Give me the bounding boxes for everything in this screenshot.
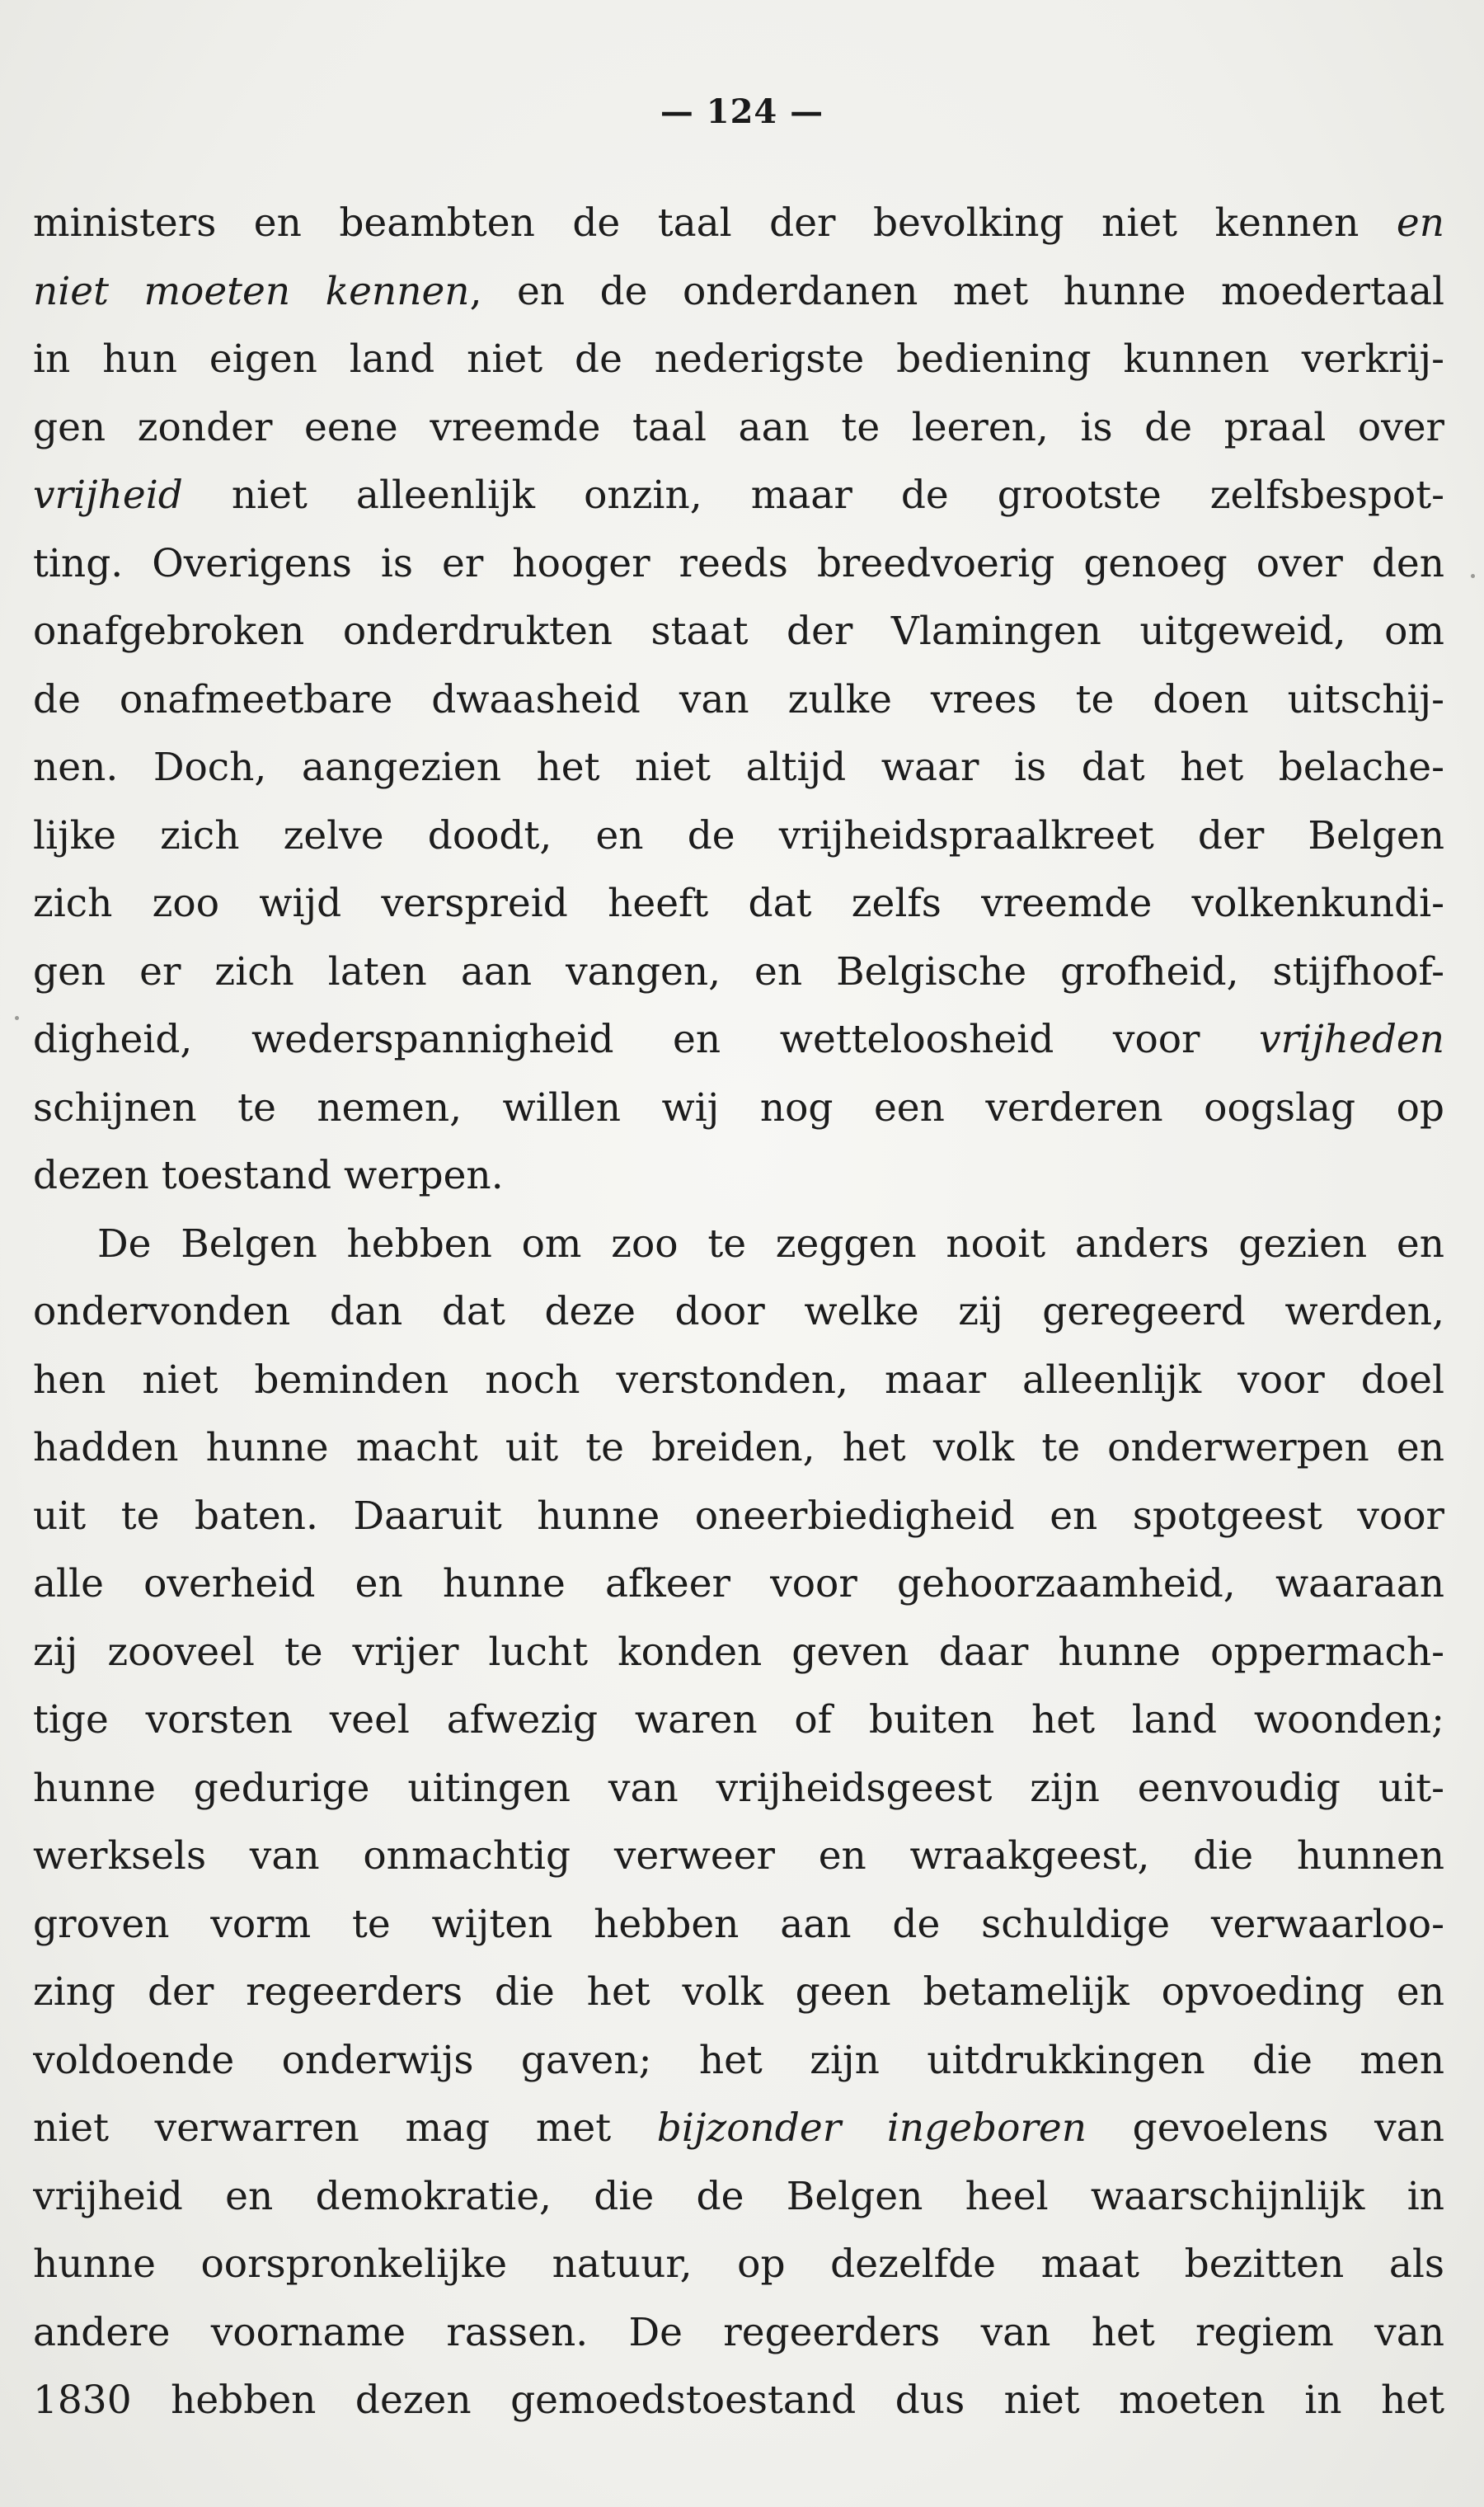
text-line (33, 1075, 1444, 1143)
text-line (33, 1006, 1444, 1075)
text-line (33, 2163, 1444, 2232)
text-segment: niet verwarren mag met (33, 2105, 657, 2151)
text-line (33, 1823, 1444, 1891)
text-line (33, 1483, 1444, 1551)
italic-text: niet moeten kennen (33, 268, 470, 314)
text-line (33, 258, 1444, 327)
text-segment: onafgebroken onderdrukten staat der Vlamingen uitgeweid, om (33, 609, 1444, 654)
text-line (33, 326, 1444, 394)
paper-speck (15, 1016, 19, 1020)
text-segment: ondervonden dan dat deze door welke zij geregeerd werden, (33, 1289, 1444, 1334)
text-segment: hen niet beminden noch verstonden, maar alleenlijk voor doel (33, 1357, 1444, 1403)
text-line (33, 1891, 1444, 1959)
text-line (33, 394, 1444, 463)
paper-speck (1471, 574, 1475, 578)
page-number: — 124 — (660, 92, 824, 131)
text-segment: ting. Overigens is er hooger reeds breedvoerig genoeg over den (33, 540, 1444, 586)
text-line (33, 1686, 1444, 1755)
text-line (33, 938, 1444, 1007)
italic-text: vrijheden (1259, 1017, 1444, 1062)
text-line (33, 734, 1444, 802)
text-line (33, 870, 1444, 938)
text-line (33, 1347, 1444, 1415)
italic-text: bijzonder ingeboren (656, 2105, 1087, 2151)
text-segment: voldoende onderwijs gaven; het zijn uitdrukkingen die men (33, 2037, 1444, 2083)
text-segment: gen zonder eene vreemde taal aan te leeren, is de praal over (33, 404, 1444, 450)
text-segment: digheid, wederspannigheid en wetteloosheid voor (33, 1017, 1260, 1062)
text-segment: schijnen te nemen, willen wij nog een verderen oogslag op (33, 1084, 1444, 1131)
text-segment: lijke zich zelve doodt, en de vrijheidspraalkreet der Belgen (33, 812, 1444, 858)
text-segment: werksels van onmachtig verweer en wraakgeest, die hunnen (33, 1833, 1444, 1879)
body-text (33, 190, 1444, 2435)
text-segment: hunne oorspronkelijke natuur, op dezelfde maat bezitten als (33, 2241, 1444, 2287)
text-line (33, 2095, 1444, 2163)
text-segment: dezen toestand werpen. (33, 1153, 504, 1198)
text-segment: in hun eigen land niet de nederigste bediening kunnen verkrij- (33, 336, 1444, 382)
text-segment: zing der regeerders die het volk geen betamelijk opvoeding en (33, 1969, 1444, 2015)
text-segment: gen er zich laten aan vangen, en Belgische grofheid, stijfhoof- (33, 948, 1444, 995)
text-line (33, 190, 1444, 258)
text-segment: hunne gedurige uitingen van vrijheidsgeest zijn eenvoudig uit- (33, 1765, 1444, 1811)
text-line (33, 1619, 1444, 1687)
text-line (33, 1278, 1444, 1347)
text-line (33, 2027, 1444, 2095)
text-line (33, 1959, 1444, 2027)
text-line (33, 2367, 1444, 2435)
text-segment: , en de onderdanen met hunne moedertaal (469, 268, 1444, 314)
text-segment: vrijheid en demokratie, die de Belgen heel waarschijnlijk in (33, 2173, 1444, 2219)
text-segment: 1830 hebben dezen gemoedstoestand dus niet moeten in het (33, 2378, 1444, 2423)
italic-text: vrijheid (33, 473, 183, 518)
text-line (33, 462, 1444, 530)
text-segment: zich zoo wijd verspreid heeft dat zelfs vreemde volkenkundi- (33, 881, 1444, 926)
text-line (33, 2231, 1444, 2299)
text-line (33, 1142, 1444, 1211)
text-line (33, 530, 1444, 599)
text-line (33, 1211, 1444, 1279)
text-segment: tige vorsten veel afwezig waren of buiten het land woonden; (33, 1697, 1444, 1743)
text-line (33, 1414, 1444, 1483)
text-segment: groven vorm te wijten hebben aan de schuldige verwaarloo- (33, 1901, 1444, 1947)
text-segment: De Belgen hebben om zoo te zeggen nooit anders gezien en (97, 1221, 1444, 1267)
text-line (33, 598, 1444, 666)
text-line (33, 1755, 1444, 1823)
text-line (33, 2299, 1444, 2368)
italic-text: en (1396, 200, 1444, 246)
text-segment: nen. Doch, aangezien het niet altijd waar is dat het belache- (33, 745, 1444, 790)
text-segment: de onafmeetbare dwaasheid van zulke vrees te doen uitschij- (33, 676, 1444, 722)
text-segment: zij zooveel te vrijer lucht konden geven daar hunne oppermach- (33, 1629, 1444, 1675)
text-segment: gevoelens van (1087, 2105, 1444, 2151)
text-segment: uit te baten. Daaruit hunne oneerbiedigheid en spotgeest voor (33, 1493, 1444, 1539)
text-line (33, 1550, 1444, 1619)
text-line (33, 802, 1444, 871)
text-segment: alle overheid en hunne afkeer voor gehoorzaamheid, waaraan (33, 1561, 1444, 1606)
text-segment: andere voorname rassen. De regeerders van het regiem van (33, 2309, 1444, 2355)
text-segment: niet alleenlijk onzin, maar de grootste zelfsbespot- (182, 473, 1444, 518)
text-segment: hadden hunne macht uit te breiden, het volk te onderwerpen en (33, 1425, 1444, 1470)
text-segment: ministers en beambten de taal der bevolking niet kennen (33, 200, 1397, 246)
text-line (33, 666, 1444, 735)
